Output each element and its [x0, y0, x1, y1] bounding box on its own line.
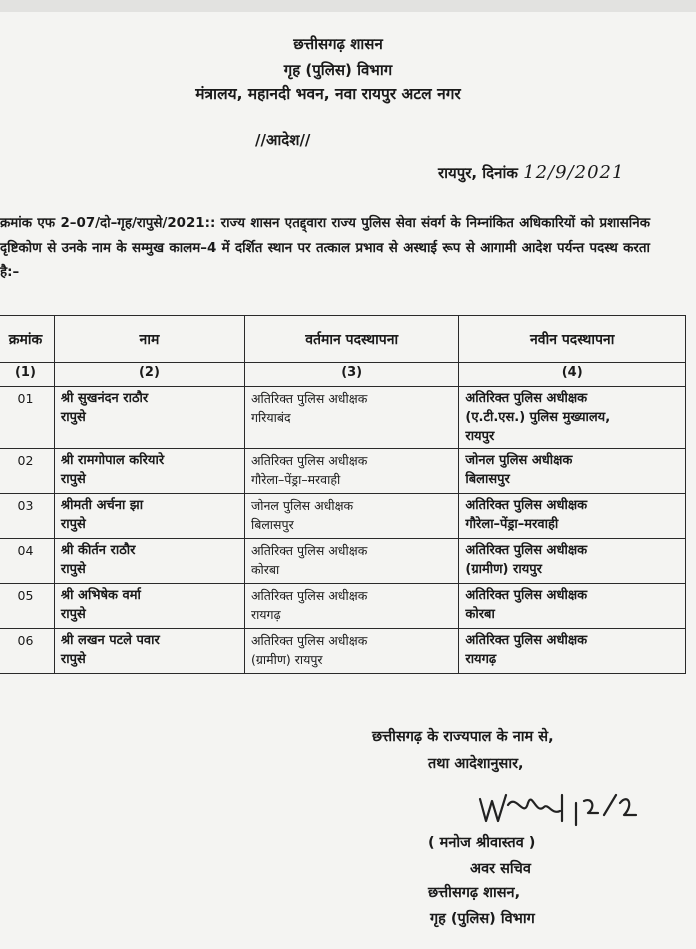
column-number-row [0, 363, 686, 387]
table-row [0, 539, 686, 584]
new-posting-cell [459, 629, 686, 674]
current-posting-cell [244, 449, 458, 494]
current-posting-line: बिलासपुर [250, 517, 294, 532]
row-serial: 01 [0, 387, 54, 449]
new-posting-line: जोनल पुलिस अधीक्षक [465, 453, 573, 468]
signatory-office: छत्तीसगढ़ शासन, [428, 885, 521, 901]
current-posting-line: कोरबा [250, 562, 280, 577]
row-serial: 04 [0, 539, 54, 584]
header-department: गृह (पुलिस) विभाग [283, 61, 393, 79]
col-header-current: वर्तमान पदस्थापना [244, 316, 458, 363]
table-row [0, 449, 686, 494]
officer-service: रापुसे [60, 472, 86, 487]
officer-name: श्री रामगोपाल करियारे [60, 453, 165, 468]
new-posting-line: अतिरिक्त पुलिस अधीक्षक [465, 391, 588, 406]
new-posting-line: अतिरिक्त पुलिस अधीक्षक [465, 498, 588, 513]
officer-service: रापुसे [60, 607, 86, 622]
signoff-governor-line: छत्तीसगढ़ के राज्यपाल के नाम से, [372, 729, 554, 745]
new-posting-line: गौरेला–पेंड्रा–मरवाही [465, 517, 559, 532]
posting-table [0, 315, 686, 674]
current-posting-line: जोनल पुलिस अधीक्षक [250, 498, 354, 513]
signoff-order-line: तथा आदेशानुसार, [428, 756, 524, 772]
col-header-name: नाम [54, 316, 244, 363]
row-serial: 05 [0, 584, 54, 629]
officer-name: श्री लखन पटले पवार [60, 633, 160, 648]
header-government: छत्तीसगढ़ शासन [293, 35, 383, 53]
col-header-new: नवीन पदस्थापना [459, 316, 686, 363]
current-posting-cell [244, 629, 458, 674]
col-number: (3) [244, 363, 458, 387]
new-posting-cell [459, 584, 686, 629]
officer-service: रापुसे [60, 562, 86, 577]
new-posting-line: रायपुर [465, 429, 495, 444]
officer-cell [54, 539, 244, 584]
new-posting-line: कोरबा [465, 607, 495, 622]
current-posting-line: अतिरिक्त पुलिस अधीक्षक [250, 453, 368, 468]
new-posting-cell [459, 539, 686, 584]
handwritten-signature [476, 785, 646, 829]
current-posting-line: (ग्रामीण) रायपुर [250, 652, 323, 667]
current-posting-line: अतिरिक्त पुलिस अधीक्षक [250, 391, 368, 406]
current-posting-line: रायगढ़ [250, 607, 281, 622]
officer-service: रापुसे [60, 410, 86, 425]
order-title: //आदेश// [255, 131, 311, 149]
officer-cell [54, 449, 244, 494]
new-posting-cell [459, 387, 686, 449]
current-posting-line: अतिरिक्त पुलिस अधीक्षक [250, 633, 368, 648]
new-posting-line: (ग्रामीण) रायपुर [465, 562, 542, 577]
new-posting-line: बिलासपुर [465, 472, 510, 487]
date-line [438, 162, 624, 183]
col-header-sn: क्रमांक [0, 316, 54, 363]
header-address: मंत्रालय, महानदी भवन, नवा रायपुर अटल नगर [195, 85, 461, 103]
officer-cell [54, 494, 244, 539]
current-posting-line: अतिरिक्त पुलिस अधीक्षक [250, 543, 368, 558]
new-posting-line: (ए.टी.एस.) पुलिस मुख्यालय, [465, 410, 611, 425]
row-serial: 03 [0, 494, 54, 539]
officer-name: श्रीमती अर्चना झा [60, 498, 144, 513]
current-posting-line: गौरेला–पेंड्रा–मरवाही [250, 472, 341, 487]
officer-service: रापुसे [60, 652, 86, 667]
new-posting-line: रायगढ़ [465, 652, 497, 667]
scan-edge [0, 0, 696, 12]
current-posting-cell [244, 387, 458, 449]
current-posting-cell [244, 494, 458, 539]
col-number: (2) [54, 363, 244, 387]
table-row [0, 387, 686, 449]
officer-cell [54, 387, 244, 449]
col-number: (4) [459, 363, 686, 387]
officer-name: श्री अभिषेक वर्मा [60, 588, 141, 603]
table-row [0, 494, 686, 539]
new-posting-line: अतिरिक्त पुलिस अधीक्षक [465, 633, 588, 648]
date-label: रायपुर, दिनांक [438, 164, 518, 182]
signatory-department: गृह (पुलिस) विभाग [430, 911, 535, 927]
table-row [0, 584, 686, 629]
officer-name: श्री सुखनंदन राठौर [60, 391, 149, 406]
current-posting-line: गरियाबंद [250, 410, 291, 425]
new-posting-line: अतिरिक्त पुलिस अधीक्षक [465, 588, 588, 603]
new-posting-line: अतिरिक्त पुलिस अधीक्षक [465, 543, 588, 558]
current-posting-line: अतिरिक्त पुलिस अधीक्षक [250, 588, 368, 603]
officer-service: रापुसे [60, 517, 86, 532]
col-number: (1) [0, 363, 54, 387]
officer-cell [54, 584, 244, 629]
table-row [0, 629, 686, 674]
signatory-designation: अवर सचिव [470, 861, 531, 877]
current-posting-cell [244, 539, 458, 584]
new-posting-cell [459, 449, 686, 494]
officer-cell [54, 629, 244, 674]
officer-name: श्री कीर्तन राठौर [60, 543, 136, 558]
row-serial: 02 [0, 449, 54, 494]
row-serial: 06 [0, 629, 54, 674]
signatory-name: ( मनोज श्रीवास्तव ) [428, 835, 536, 851]
new-posting-cell [459, 494, 686, 539]
current-posting-cell [244, 584, 458, 629]
date-value: 12/9/2021 [523, 162, 625, 183]
order-intro-text: क्रमांक एफ 2–07/दो–गृह/रापुसे/2021:: राज्य शासन एतद्द्वारा राज्य पुलिस सेवा संवर्ग के निम्नांकित अधिकारियों को प्रशासनिक दृष्टिकोण से उनके नाम के सम्मुख कालम–4 में दर्शित स्थान पर तत्काल प्रभाव से अस्थाई रूप से आगामी आदेश पर्यन्त पदस्थ करता है:– [0, 216, 650, 280]
